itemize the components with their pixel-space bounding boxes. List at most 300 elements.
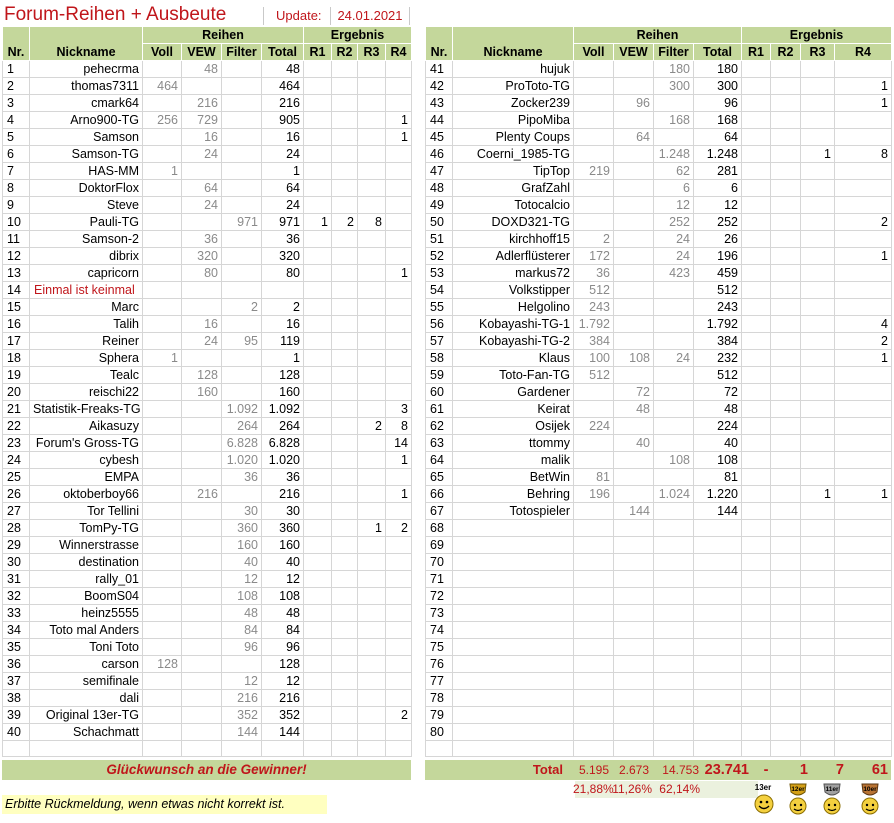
cell-r1: [304, 316, 332, 333]
cell-r4: [835, 469, 892, 486]
cell-r3: [358, 452, 386, 469]
cell-r1: [304, 129, 332, 146]
cell-nr: 52: [426, 248, 453, 265]
cell-r2: [771, 350, 801, 367]
cell-r4: 8: [386, 418, 412, 435]
cell-total: 1: [262, 163, 304, 180]
cell-vew: [182, 656, 222, 673]
cell-r4: [386, 673, 412, 690]
table-row: [3, 639, 412, 656]
cell-voll: [143, 520, 182, 537]
cell-r1: [742, 418, 771, 435]
cell-r4: [386, 231, 412, 248]
table-row: [426, 214, 892, 231]
cell-r1: [304, 112, 332, 129]
cell-r1: [742, 180, 771, 197]
cell-r4: [386, 61, 412, 78]
cell-filter: 144: [222, 724, 262, 741]
cell-r2: [771, 282, 801, 299]
cell-r3: [801, 129, 835, 146]
cell-total: [694, 520, 742, 537]
cell-r3: [801, 690, 835, 707]
cell-voll: [143, 605, 182, 622]
cell-r4: [386, 299, 412, 316]
cell-nr: 8: [3, 180, 30, 197]
congrats-banner: Glückwunsch an die Gewinner!: [2, 760, 411, 780]
cell-filter: 48: [222, 605, 262, 622]
table-row: [426, 690, 892, 707]
cell-vew: [614, 639, 654, 656]
cell-r4: 1: [835, 248, 892, 265]
cell-total: 6: [694, 180, 742, 197]
cell-nr: 40: [3, 724, 30, 741]
cell-voll: [143, 231, 182, 248]
cell-nick: Einmal ist keinmal: [30, 282, 143, 299]
table-row: [426, 95, 892, 112]
cell-nr: 79: [426, 707, 453, 724]
total-filter: 14.753: [662, 763, 699, 777]
cell-r3: [358, 248, 386, 265]
cell-filter: 6: [654, 180, 694, 197]
cell-filter: 264: [222, 418, 262, 435]
cell-voll: [143, 724, 182, 741]
spacer-cell: [262, 741, 304, 757]
cell-r4: [835, 282, 892, 299]
spacer-cell: [386, 741, 412, 757]
cell-r1: [742, 469, 771, 486]
cell-filter: [222, 282, 262, 299]
cell-nr: 44: [426, 112, 453, 129]
table-row: [426, 231, 892, 248]
cell-nr: 29: [3, 537, 30, 554]
cell-voll: [143, 282, 182, 299]
cell-vew: [182, 571, 222, 588]
cell-r1: [742, 554, 771, 571]
cell-nick: Toto mal Anders: [30, 622, 143, 639]
cell-r4: [835, 656, 892, 673]
cell-r2: [771, 520, 801, 537]
cell-r4: [835, 435, 892, 452]
cell-nr: 80: [426, 724, 453, 741]
cell-vew: [182, 350, 222, 367]
cell-voll: [143, 486, 182, 503]
table-row: [3, 656, 412, 673]
cell-filter: [222, 112, 262, 129]
cell-r1: [742, 197, 771, 214]
cell-r1: [742, 588, 771, 605]
table-row: [3, 554, 412, 571]
cell-voll: 384: [574, 333, 614, 350]
spacer-cell: [453, 741, 574, 757]
cell-nick: Marc: [30, 299, 143, 316]
cell-nr: 43: [426, 95, 453, 112]
cell-r2: [771, 401, 801, 418]
cell-r4: [835, 622, 892, 639]
cell-r3: [358, 95, 386, 112]
cell-voll: [574, 690, 614, 707]
col-header-filter: Filter: [654, 44, 694, 61]
spacer-cell: [3, 741, 30, 757]
cell-vew: 24: [182, 333, 222, 350]
group-header-reihen: Reihen: [143, 27, 304, 44]
cell-voll: [574, 707, 614, 724]
cell-r1: [742, 537, 771, 554]
cell-r1: [742, 690, 771, 707]
cell-r3: [801, 503, 835, 520]
cell-nr: 4: [3, 112, 30, 129]
cell-vew: [614, 214, 654, 231]
cell-filter: 24: [654, 350, 694, 367]
cell-r4: [386, 367, 412, 384]
cell-vew: [182, 214, 222, 231]
cell-filter: [654, 95, 694, 112]
cell-nr: 57: [426, 333, 453, 350]
cell-r4: [386, 197, 412, 214]
cell-r4: [386, 95, 412, 112]
cell-r3: [358, 622, 386, 639]
cell-nr: 59: [426, 367, 453, 384]
cell-vew: [182, 605, 222, 622]
cell-nick: Tealc: [30, 367, 143, 384]
cell-r1: [304, 605, 332, 622]
cell-total: 12: [694, 197, 742, 214]
cell-voll: [574, 129, 614, 146]
total-voll: 5.195: [578, 763, 609, 777]
table-row: [3, 435, 412, 452]
cell-r2: [332, 163, 358, 180]
table-row: [3, 146, 412, 163]
col-header-nickname: Nickname: [30, 27, 143, 61]
cell-nick: Aikasuzy: [30, 418, 143, 435]
col-header-vew: VEW: [182, 44, 222, 61]
cell-r1: [742, 384, 771, 401]
col-header-r3: R3: [801, 44, 835, 61]
cell-r4: [835, 112, 892, 129]
cell-r3: 1: [801, 486, 835, 503]
cell-r3: [358, 333, 386, 350]
cell-total: 512: [694, 367, 742, 384]
cell-filter: 360: [222, 520, 262, 537]
cell-voll: 1: [143, 163, 182, 180]
cell-r2: [332, 78, 358, 95]
col-header-voll: Voll: [143, 44, 182, 61]
cell-filter: 36: [222, 469, 262, 486]
cell-r4: 1: [835, 78, 892, 95]
cell-r1: [742, 707, 771, 724]
table-row: [426, 197, 892, 214]
total-r3: 7: [835, 762, 844, 778]
col-header-r1: R1: [304, 44, 332, 61]
cell-nick: DOXD321-TG: [453, 214, 574, 231]
cell-r2: [771, 316, 801, 333]
cell-filter: [222, 486, 262, 503]
cell-vew: [182, 639, 222, 656]
cell-voll: [143, 571, 182, 588]
cell-filter: [222, 265, 262, 282]
cell-filter: 24: [654, 248, 694, 265]
total-vew: 2.673: [618, 763, 649, 777]
cell-r2: [332, 197, 358, 214]
cell-nr: 32: [3, 588, 30, 605]
table-row: [3, 316, 412, 333]
cell-nr: 63: [426, 435, 453, 452]
cell-nick: ProToto-TG: [453, 78, 574, 95]
cell-r1: [742, 231, 771, 248]
cell-r4: [835, 163, 892, 180]
cell-total: [694, 571, 742, 588]
cell-total: 72: [694, 384, 742, 401]
cell-r4: [835, 605, 892, 622]
cell-r4: 1: [386, 129, 412, 146]
cell-r4: [386, 588, 412, 605]
cell-filter: 1.092: [222, 401, 262, 418]
table-row: [3, 690, 412, 707]
cell-voll: [143, 690, 182, 707]
table-row: [3, 112, 412, 129]
cell-total: 216: [262, 690, 304, 707]
cell-total: 905: [262, 112, 304, 129]
cell-nick: oktoberboy66: [30, 486, 143, 503]
cell-r2: [771, 588, 801, 605]
cell-nick: Adlerflüsterer: [453, 248, 574, 265]
cell-nick: GrafZahl: [453, 180, 574, 197]
cell-total: 232: [694, 350, 742, 367]
cell-nick: Schachmatt: [30, 724, 143, 741]
cell-nick: dibrix: [30, 248, 143, 265]
cell-vew: 729: [182, 112, 222, 129]
cell-r2: [332, 231, 358, 248]
col-header-r3: R3: [358, 44, 386, 61]
cell-total: 1: [262, 350, 304, 367]
cell-vew: 48: [182, 61, 222, 78]
cell-r3: [801, 639, 835, 656]
cell-filter: 2: [222, 299, 262, 316]
cell-r2: [771, 537, 801, 554]
cell-nr: 69: [426, 537, 453, 554]
cell-nick: [453, 724, 574, 741]
col-header-nickname: Nickname: [453, 27, 574, 61]
cell-r1: [742, 61, 771, 78]
cell-r1: [304, 95, 332, 112]
cell-total: 216: [262, 95, 304, 112]
table-row: [3, 605, 412, 622]
spacer-cell: [742, 741, 771, 757]
cell-r4: [835, 673, 892, 690]
cell-filter: 352: [222, 707, 262, 724]
cell-r2: [771, 707, 801, 724]
cell-nr: 48: [426, 180, 453, 197]
page-title: Forum-Reihen + Ausbeute: [4, 4, 227, 25]
cell-nr: 35: [3, 639, 30, 656]
table-row: [3, 452, 412, 469]
cell-r2: [332, 299, 358, 316]
cell-nr: 17: [3, 333, 30, 350]
cell-voll: [574, 537, 614, 554]
cell-filter: [654, 622, 694, 639]
cell-filter: [222, 95, 262, 112]
cell-nr: 45: [426, 129, 453, 146]
cell-voll: [143, 367, 182, 384]
cell-total: 144: [262, 724, 304, 741]
cell-r2: [332, 452, 358, 469]
cell-r2: [332, 112, 358, 129]
cell-vew: 144: [614, 503, 654, 520]
cell-r2: [332, 129, 358, 146]
table-row: [426, 265, 892, 282]
cell-nick: Volkstipper: [453, 282, 574, 299]
cell-r2: [771, 197, 801, 214]
cell-nr: 5: [3, 129, 30, 146]
cell-vew: [614, 656, 654, 673]
col-header-vew: VEW: [614, 44, 654, 61]
cell-r3: [801, 605, 835, 622]
cell-total: 64: [694, 129, 742, 146]
cell-nick: Original 13er-TG: [30, 707, 143, 724]
cell-nr: 10: [3, 214, 30, 231]
cell-vew: [614, 452, 654, 469]
cell-vew: [614, 180, 654, 197]
cell-total: [262, 282, 304, 299]
cell-nick: TomPy-TG: [30, 520, 143, 537]
cell-r4: [835, 452, 892, 469]
cell-r3: [801, 265, 835, 282]
cell-r1: [304, 282, 332, 299]
cell-nick: Sphera: [30, 350, 143, 367]
cell-total: 180: [694, 61, 742, 78]
cell-r4: [386, 622, 412, 639]
cell-r4: [386, 214, 412, 231]
cell-filter: [222, 384, 262, 401]
cell-total: 300: [694, 78, 742, 95]
cell-filter: 168: [654, 112, 694, 129]
cell-nick: Statistik-Freaks-TG: [30, 401, 143, 418]
cell-r3: [358, 571, 386, 588]
cell-filter: [654, 588, 694, 605]
cell-nick: rally_01: [30, 571, 143, 588]
cell-r1: [304, 333, 332, 350]
cell-nick: heinz5555: [30, 605, 143, 622]
cell-nr: 65: [426, 469, 453, 486]
cell-r3: [801, 452, 835, 469]
cell-r4: [386, 469, 412, 486]
cell-vew: [614, 673, 654, 690]
cell-vew: [614, 571, 654, 588]
cell-total: 119: [262, 333, 304, 350]
cell-vew: [182, 282, 222, 299]
cell-nr: 14: [3, 282, 30, 299]
cell-total: 168: [694, 112, 742, 129]
cell-total: 16: [262, 129, 304, 146]
cell-filter: [654, 316, 694, 333]
cell-vew: [614, 520, 654, 537]
cell-filter: 1.024: [654, 486, 694, 503]
cell-voll: [574, 146, 614, 163]
cell-r3: [801, 61, 835, 78]
spacer-cell: [182, 741, 222, 757]
cell-vew: 320: [182, 248, 222, 265]
cell-r2: [771, 469, 801, 486]
table-row: [426, 112, 892, 129]
cell-r1: [304, 673, 332, 690]
cell-r2: [771, 690, 801, 707]
cell-r2: [771, 656, 801, 673]
cell-nr: 38: [3, 690, 30, 707]
table-row: [3, 707, 412, 724]
cell-r1: [304, 350, 332, 367]
cell-r1: [742, 95, 771, 112]
cell-vew: [614, 690, 654, 707]
cell-nick: hujuk: [453, 61, 574, 78]
cell-total: 1.792: [694, 316, 742, 333]
cell-nick: Samson-TG: [30, 146, 143, 163]
cell-nr: 39: [3, 707, 30, 724]
cell-r1: [304, 367, 332, 384]
cell-vew: [614, 537, 654, 554]
cell-nick: Behring: [453, 486, 574, 503]
cell-r3: [801, 282, 835, 299]
cell-r2: [771, 299, 801, 316]
cell-voll: [143, 673, 182, 690]
cell-nr: 72: [426, 588, 453, 605]
spacer-cell: [801, 741, 835, 757]
cell-voll: [143, 180, 182, 197]
cell-r4: [386, 605, 412, 622]
cell-total: 144: [694, 503, 742, 520]
cell-vew: [614, 367, 654, 384]
cell-total: 384: [694, 333, 742, 350]
cell-r2: [332, 486, 358, 503]
cell-r4: [835, 401, 892, 418]
cell-total: 12: [262, 571, 304, 588]
spacer-cell: [358, 741, 386, 757]
cell-filter: 6.828: [222, 435, 262, 452]
cell-total: 24: [262, 197, 304, 214]
cell-r4: 2: [386, 707, 412, 724]
cell-voll: [143, 248, 182, 265]
cell-r4: [835, 384, 892, 401]
table-row: [426, 469, 892, 486]
cell-r3: [801, 299, 835, 316]
cell-filter: [654, 520, 694, 537]
cell-voll: [574, 435, 614, 452]
cell-nr: 16: [3, 316, 30, 333]
cell-r2: [771, 78, 801, 95]
cell-nick: Tor Tellini: [30, 503, 143, 520]
cell-nick: [453, 707, 574, 724]
cell-nr: 25: [3, 469, 30, 486]
cell-voll: [143, 401, 182, 418]
cell-filter: 12: [222, 571, 262, 588]
cell-filter: [654, 418, 694, 435]
cell-vew: [182, 299, 222, 316]
cell-r4: [386, 690, 412, 707]
cell-nick: kirchhoff15: [453, 231, 574, 248]
cell-filter: [654, 724, 694, 741]
cell-filter: 108: [222, 588, 262, 605]
cell-nr: 64: [426, 452, 453, 469]
cell-nick: TipTop: [453, 163, 574, 180]
cell-r3: [358, 401, 386, 418]
cell-nick: BoomS04: [30, 588, 143, 605]
cell-total: 1.092: [262, 401, 304, 418]
cell-r3: [358, 469, 386, 486]
cell-r2: [332, 605, 358, 622]
spacer-cell: [614, 741, 654, 757]
cell-r3: 1: [358, 520, 386, 537]
cell-r1: [304, 469, 332, 486]
table-row: [426, 656, 892, 673]
cell-nick: HAS-MM: [30, 163, 143, 180]
